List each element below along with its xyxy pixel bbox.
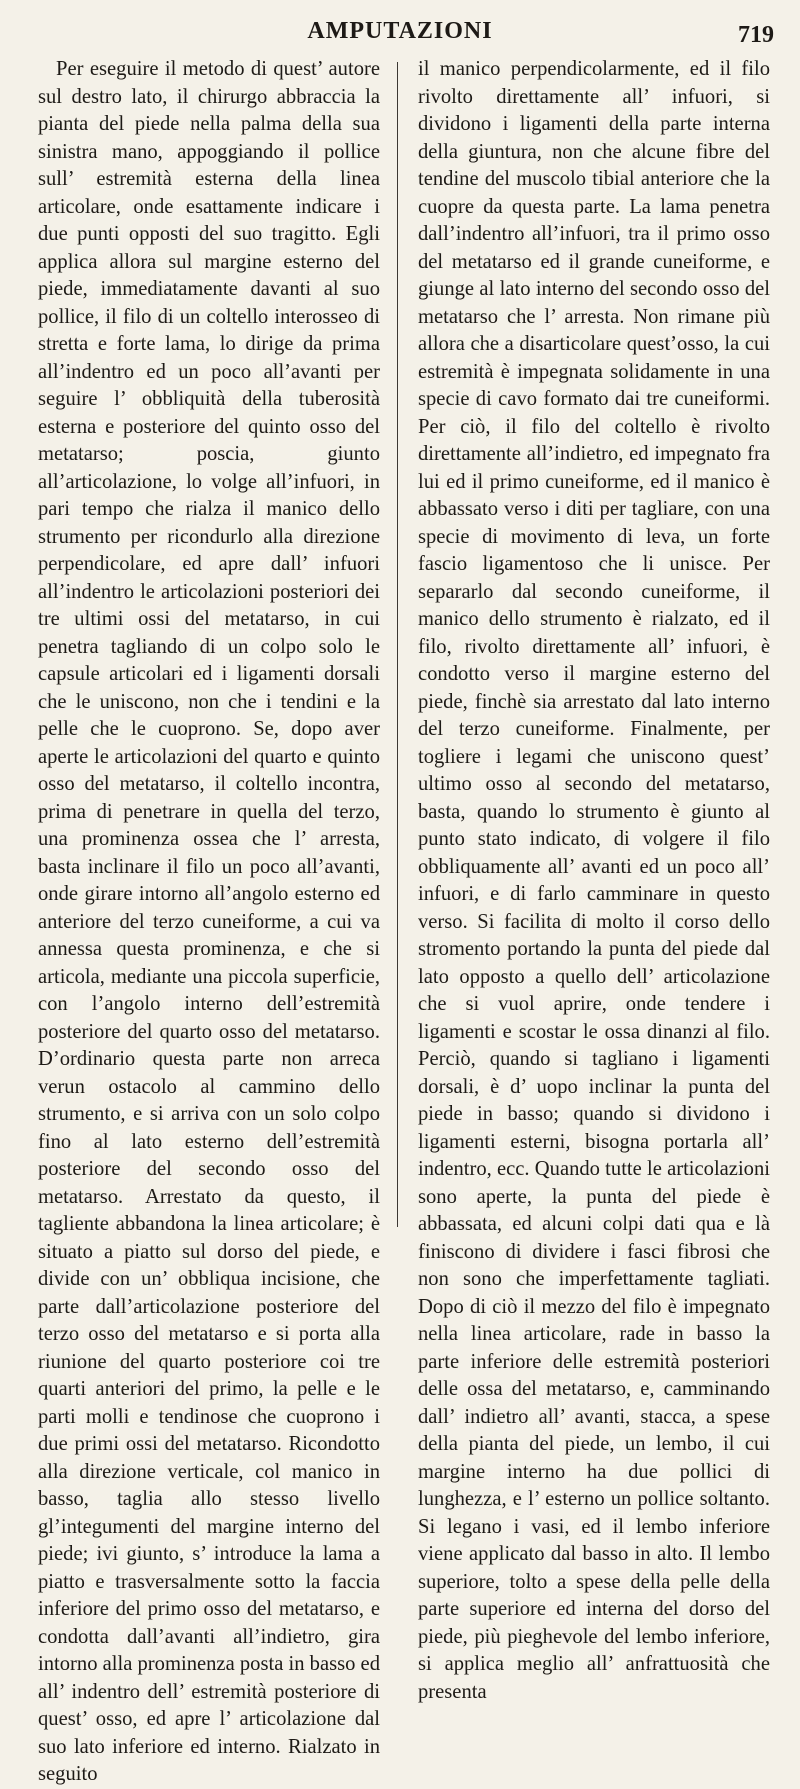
page-number: 719 [738, 22, 774, 48]
left-column [38, 56, 380, 1789]
left-column-text: Per eseguire il metodo di quest’ autore sul destro lato, il chirurgo abbraccia la pianta del piede nella palma della sua sinistra mano, appoggiando il pollice sull’ estremità esterna della linea articolare, onde esattamente indicare i due punti opposti del suo tragitto. Egli applica allora sul margine esterno del piede, immediatamente davanti al suo pollice, il filo di un coltello interosseo di stretta e forte lama, lo dirige da prima all’indentro ed un poco all’avanti per seguire l’ obbliquità della tuberosità esterna e posteriore del quinto osso del metatarso; poscia, giunto all’articolazione, lo volge all’infuori, in pari tempo che rialza il manico dello strumento per ricondurlo alla direzione perpendicolare, ed apre dall’ infuori all’indentro le articolazioni posteriori dei tre ultimi ossi del metatarso, in cui penetra tagliando di un colpo solo le capsule articolari ed i ligamenti dorsali che le uniscono, non che i tendini e la pelle che le cuoprono. Se, dopo aver aperte le articolazioni del quarto e quinto osso del metatarso, il coltello incontra, prima di penetrare in quella del terzo, una prominenza ossea che l’ arresta, basta inclinare il filo un poco all’avanti, onde girare intorno all’angolo esterno ed anteriore del terzo cuneiforme, a cui va annessa questa prominenza, e che si articola, mediante una piccola superficie, con l’angolo interno dell’estremità posteriore del quarto osso del metatarso. D’ordinario questa parte non arreca verun ostacolo al cammino dello strumento, e si arriva con un solo colpo fino al lato esterno dell’estremità posteriore del secondo osso del metatarso. Arrestato da questo, il tagliente abbandona la linea articolare; è situato a piatto sul dorso del piede, e divide con un’ obbliqua incisione, che parte dall’articolazione posteriore del terzo osso del metatarso e si porta alla riunione del quarto posteriore coi tre quarti anteriori del primo, la pelle e le parti molli e tendinose che cuoprono i due primi ossi del metatarso. Ricondotto alla direzione verticale, col manico in basso, taglia allo stesso livello gl’integumenti del margine interno del piede; ivi giunto, s’ introduce la lama a piatto e trasversalmente sotto la faccia inferiore del primo osso del metatarso, e condotta dall’avanti all’indietro, gira intorno alla prominenza posta in basso ed all’ indentro dell’ estremità posteriore di quest’ osso, ed apre l’ articolazione dal suo lato inferiore ed interno. Rialzato in seguito [38, 58, 380, 1785]
right-column [418, 56, 770, 1706]
page-header [0, 18, 800, 52]
right-column-text: il manico perpendicolarmente, ed il filo rivolto direttamente all’ infuori, si dividono i ligamenti della parte interna della giuntura, non che alcune fibre del tendine del muscolo tibial anteriore che la cuopre da questa parte. La lama penetra dall’indentro all’infuori, tra il primo osso del metatarso ed il grande cuneiforme, e giunge al lato interno del secondo osso del metatarso che l’ arresta. Non rimane più allora che a disarticolare quest’osso, la cui estremità è impegnata solidamente in una specie di cavo formato dai tre cuneiformi. Per ciò, il filo del coltello è rivolto direttamente all’indietro, ed impegnato fra lui ed il primo cuneiforme, ed il manico è abbassato verso i diti per tagliare, con una specie di movimento di leva, un forte fascio ligamentoso che li unisce. Per separarlo dal secondo cuneiforme, il manico dello strumento è rialzato, ed il filo, rivolto direttamente all’ infuori, è condotto verso il margine esterno del piede, finchè sia arrestato dal lato interno del terzo cuneiforme. Finalmente, per togliere i legami che uniscono quest’ ultimo osso al secondo del metatarso, basta, quando lo strumento è giunto al punto stato indicato, di volgere il filo obbliquamente all’ avanti ed un poco all’ infuori, e di farlo camminare in questo verso. Si facilita di molto il corso dello stromento portando la punta del piede dal lato opposto a quello dell’ articolazione che si vuol aprire, onde tendere i ligamenti e scostar le ossa dinanzi al filo. Perciò, quando si tagliano i ligamenti dorsali, è d’ uopo inclinar la punta del piede in basso; quando si dividono i ligamenti esterni, bisogna portarla all’ indentro, ecc. Quando tutte le articolazioni sono aperte, la punta del piede è abbassata, ed alcuni colpi dati qua e là finiscono di dividere i fasci fibrosi che non sono che imperfettamente tagliati. Dopo di ciò il mezzo del filo è impegnato nella linea articolare, rade in basso la parte inferiore delle estremità posteriori delle ossa del metatarso, e, camminando dall’ indietro all’ avanti, stacca, a spese della pianta del piede, un lembo, il cui margine interno ha due pollici di lunghezza, e l’ esterno un pollice soltanto. Si legano i vasi, ed il lembo inferiore viene applicato dal basso in alto. Il lembo superiore, tolto a spese della pelle della parte superiore ed interna del dorso del piede, più pieghevole del lembo inferiore, si applica meglio all’ anfrattuosità che presenta [418, 58, 770, 1703]
running-title: AMPUTAZIONI [307, 18, 493, 44]
column-divider [397, 62, 398, 1227]
